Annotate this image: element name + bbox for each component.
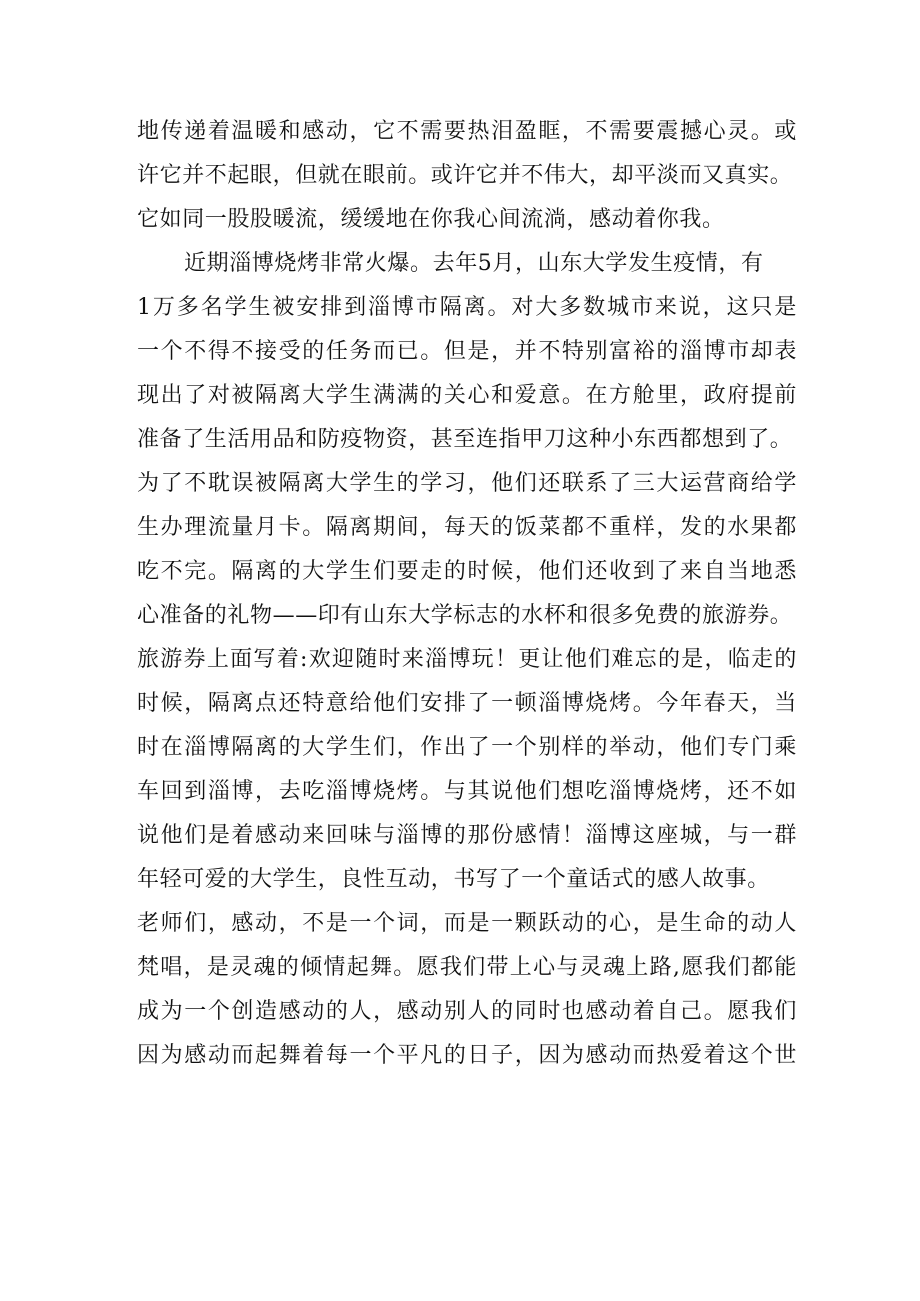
text-line: 时在淄博隔离的大学生们，作出了一个别样的举动，他们专门乘 (137, 735, 797, 760)
text-line: 吃不完。隔离的大学生们要走的时候，他们还收到了来自当地悉 (137, 559, 797, 584)
text-line: 旅游券上面写着:欢迎随时来淄博玩！更让他们难忘的是，临走的 (137, 647, 797, 672)
text-line: 许它并不起眼，但就在眼前。或许它并不伟大，却平淡而又真实。 (137, 163, 793, 188)
text-line: 现出了对被隔离大学生满满的关心和爱意。在方舱里，政府提前 (137, 383, 797, 408)
text-line: 1万多名学生被安排到淄博市隔离。对大多数城市来说，这只是 (137, 295, 797, 320)
text-line: 因为感动而起舞着每一个平凡的日子，因为感动而热爱着这个世 (137, 1043, 797, 1068)
text-line: 心准备的礼物——印有山东大学标志的水杯和很多免费的旅游券。 (137, 603, 793, 628)
text-line: 一个不得不接受的任务而已。但是，并不特别富裕的淄博市却表 (137, 339, 797, 364)
text-line: 说他们是着感动来回味与淄博的那份感情！淄博这座城，与一群 (137, 823, 797, 848)
text-line: 梵唱，是灵魂的倾情起舞。愿我们带上心与灵魂上路,愿我们都能 (137, 955, 797, 980)
text-line: 老师们，感动，不是一个词，而是一颗跃动的心，是生命的动人 (137, 911, 797, 936)
text-line: 年轻可爱的大学生，良性互动，书写了一个童话式的感人故事。 (137, 867, 770, 892)
text-line: 时候，隔离点还特意给他们安排了一顿淄博烧烤。今年春天，当 (137, 691, 797, 716)
text-line: 地传递着温暖和感动，它不需要热泪盈眶，不需要震撼心灵。或 (137, 119, 797, 144)
text-line: 车回到淄博，去吃淄博烧烤。与其说他们想吃淄博烧烤，还不如 (137, 779, 797, 804)
text-line: 准备了生活用品和防疫物资，甚至连指甲刀这种小东西都想到了。 (137, 427, 793, 452)
text-line: 为了不耽误被隔离大学生的学习，他们还联系了三大运营商给学 (137, 471, 797, 496)
body-text (137, 110, 797, 1078)
text-line: 它如同一股股暖流，缓缓地在你我心间流淌，感动着你我。 (137, 207, 725, 232)
text-line: 成为一个创造感动的人，感动别人的同时也感动着自己。愿我们 (137, 999, 797, 1024)
text-line: 生办理流量月卡。隔离期间，每天的饭菜都不重样，发的水果都 (137, 515, 797, 540)
paragraph-first-line: 近期淄博烧烤非常火爆。去年5月，山东大学发生疫情，有 (184, 251, 764, 276)
